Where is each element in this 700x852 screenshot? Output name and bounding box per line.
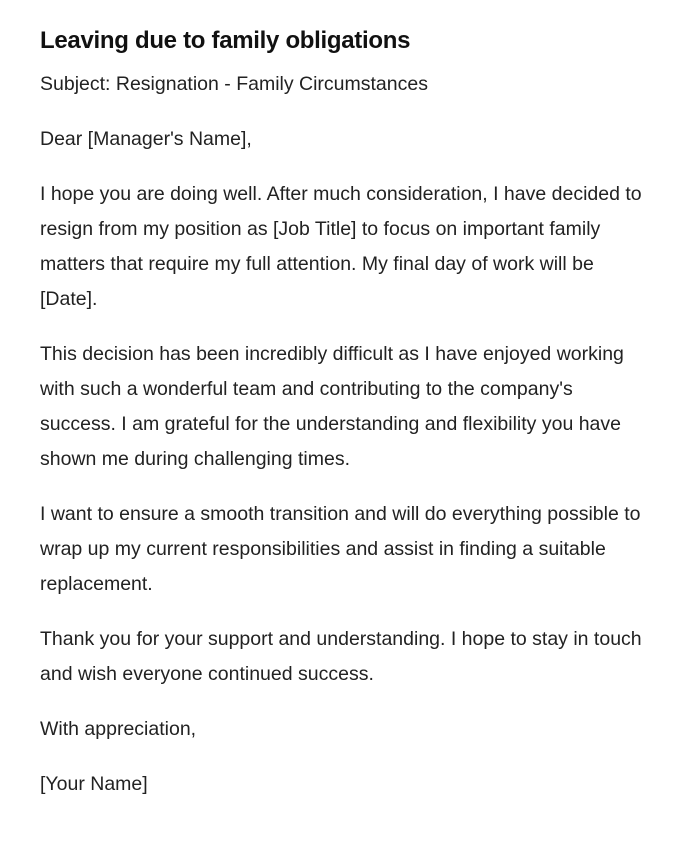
body-paragraph-4: Thank you for your support and understanding. I hope to stay in touch and wish everyone continued success. (40, 628, 642, 685)
salutation: Dear [Manager's Name], (40, 128, 252, 150)
closing-line: With appreciation, (40, 718, 197, 740)
letter-document (40, 24, 650, 822)
page-title: Leaving due to family obligations (40, 27, 411, 54)
body-paragraph-1: I hope you are doing well. After much consideration, I have decided to resign from my position as [Job Title] to focus on important family matters that require my full attention. My final day of work will be [Date]. (40, 183, 642, 310)
body-paragraph-2: This decision has been incredibly difficult as I have enjoyed working with such a wonderful team and contributing to the company's success. I am grateful for the understanding and flexibility you have shown me during challenging times. (40, 343, 624, 470)
signature-line: [Your Name] (40, 773, 148, 795)
subject-line: Subject: Resignation - Family Circumstances (40, 73, 428, 95)
body-paragraph-3: I want to ensure a smooth transition and will do everything possible to wrap up my current responsibilities and assist in finding a suitable replacement. (40, 503, 641, 595)
